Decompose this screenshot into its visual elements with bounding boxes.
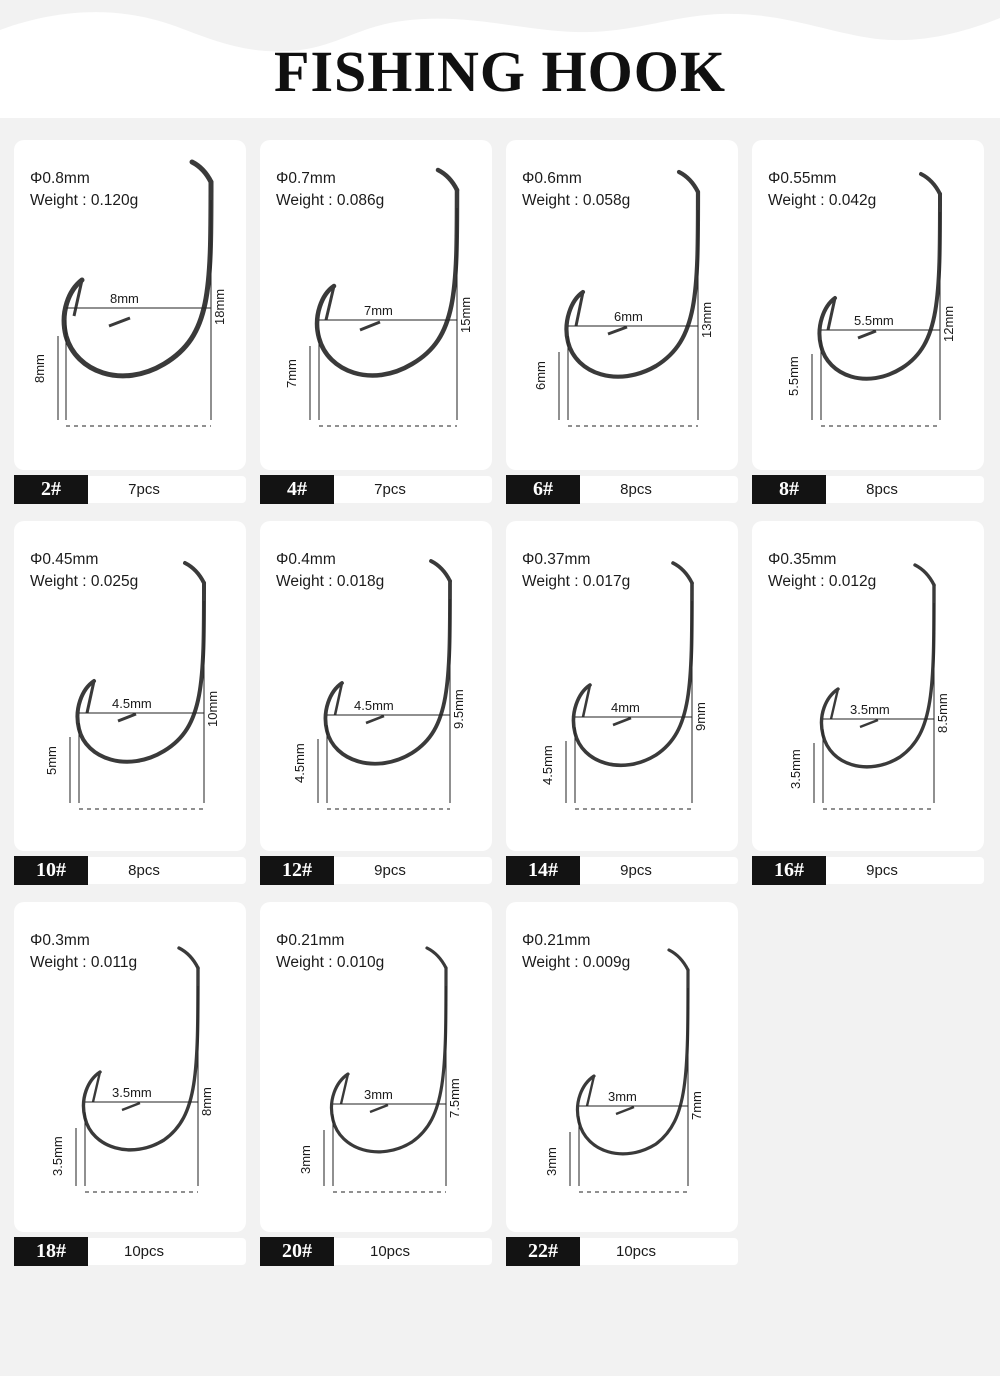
dim-width: 4.5mm xyxy=(354,698,394,713)
hook-card xyxy=(752,140,984,503)
hook-card-footer xyxy=(752,476,984,503)
dim-width: 4.5mm xyxy=(112,696,152,711)
hook-card-body xyxy=(506,902,738,1232)
hook-spec-weight: Weight : 0.012g xyxy=(768,573,877,590)
hook-spec-weight: Weight : 0.058g xyxy=(522,192,631,209)
hook-card-footer xyxy=(752,857,984,884)
hook-card-footer xyxy=(14,1238,246,1265)
dim-width: 3.5mm xyxy=(112,1085,152,1100)
hook-card-body xyxy=(14,902,246,1232)
hook-diagram xyxy=(14,902,246,1232)
hook-card-grid xyxy=(0,118,1000,1265)
hook-card xyxy=(506,902,738,1265)
dim-width: 5.5mm xyxy=(854,313,894,328)
hook-spec-weight: Weight : 0.011g xyxy=(30,954,138,971)
hook-spec-diameter: Φ0.8mm xyxy=(30,170,90,187)
hook-spec-weight: Weight : 0.009g xyxy=(522,954,631,971)
page-header xyxy=(0,0,1000,118)
dim-height: 13mm xyxy=(699,301,714,338)
hook-spec-weight: Weight : 0.025g xyxy=(30,573,139,590)
dim-height: 9.5mm xyxy=(451,689,466,729)
hook-card-body xyxy=(260,902,492,1232)
hook-pcs-count: 7pcs xyxy=(128,481,160,498)
hook-card-body xyxy=(260,521,492,851)
hook-spec-diameter: Φ0.7mm xyxy=(276,170,336,187)
hook-size-badge: 4# xyxy=(260,475,334,504)
hook-card-body xyxy=(260,140,492,470)
hook-spec-diameter: Φ0.21mm xyxy=(276,932,345,949)
hook-diagram xyxy=(260,902,492,1232)
hook-spec-weight: Weight : 0.010g xyxy=(276,954,385,971)
dim-width: 3mm xyxy=(364,1087,393,1102)
hook-spec-diameter: Φ0.3mm xyxy=(30,932,90,949)
dim-width: 8mm xyxy=(110,291,139,306)
dim-height: 7.5mm xyxy=(447,1078,462,1118)
hook-diagram xyxy=(506,140,738,470)
hook-card-body xyxy=(752,140,984,470)
hook-diagram xyxy=(14,140,246,470)
hook-pcs-count: 8pcs xyxy=(128,862,160,879)
hook-card-footer xyxy=(506,857,738,884)
hook-card-body xyxy=(506,521,738,851)
hook-size-badge: 6# xyxy=(506,475,580,504)
hook-spec-diameter: Φ0.21mm xyxy=(522,932,591,949)
hook-card-body xyxy=(506,140,738,470)
dim-height: 18mm xyxy=(212,288,227,325)
hook-size-badge: 10# xyxy=(14,856,88,885)
hook-spec-diameter: Φ0.6mm xyxy=(522,170,582,187)
dim-width: 6mm xyxy=(614,309,643,324)
hook-size-badge: 2# xyxy=(14,475,88,504)
hook-spec-diameter: Φ0.55mm xyxy=(768,170,837,187)
hook-spec-weight: Weight : 0.120g xyxy=(30,192,139,209)
hook-card-body xyxy=(14,521,246,851)
dim-height: 15mm xyxy=(458,296,473,333)
hook-card-body xyxy=(14,140,246,470)
dim-height: 12mm xyxy=(941,305,956,342)
hook-size-badge: 20# xyxy=(260,1237,334,1266)
hook-size-badge: 22# xyxy=(506,1237,580,1266)
hook-card xyxy=(752,521,984,884)
dim-gap: 8mm xyxy=(32,354,47,383)
dim-height: 9mm xyxy=(693,702,708,731)
hook-size-badge: 14# xyxy=(506,856,580,885)
hook-size-badge: 12# xyxy=(260,856,334,885)
hook-card xyxy=(506,140,738,503)
dim-gap: 3mm xyxy=(298,1145,313,1174)
hook-pcs-count: 10pcs xyxy=(615,1243,657,1260)
dim-gap: 5.5mm xyxy=(786,356,801,396)
hook-card-footer xyxy=(260,857,492,884)
hook-spec-weight: Weight : 0.042g xyxy=(768,192,877,209)
dim-width: 7mm xyxy=(364,303,393,318)
hook-card-footer xyxy=(14,857,246,884)
dim-width: 3.5mm xyxy=(850,702,890,717)
hook-card-footer xyxy=(506,476,738,503)
hook-pcs-count: 10pcs xyxy=(369,1243,411,1260)
hook-pcs-count: 9pcs xyxy=(374,862,406,879)
hook-card-footer xyxy=(260,1238,492,1265)
hook-card xyxy=(260,140,492,503)
hook-diagram xyxy=(14,521,246,851)
dim-height: 10mm xyxy=(205,690,220,727)
dim-width: 3mm xyxy=(608,1089,637,1104)
hook-diagram xyxy=(260,521,492,851)
hook-card-footer xyxy=(260,476,492,503)
hook-card-body xyxy=(752,521,984,851)
hook-spec-weight: Weight : 0.017g xyxy=(522,573,631,590)
hook-pcs-count: 8pcs xyxy=(866,481,898,498)
dim-gap: 3.5mm xyxy=(788,749,803,789)
hook-size-badge: 16# xyxy=(752,856,826,885)
hook-card xyxy=(14,902,246,1265)
hook-diagram xyxy=(752,521,984,851)
hook-diagram xyxy=(506,902,738,1232)
hook-card xyxy=(260,902,492,1265)
hook-card-footer xyxy=(14,476,246,503)
hook-spec-diameter: Φ0.35mm xyxy=(768,551,837,568)
hook-pcs-count: 9pcs xyxy=(620,862,652,879)
dim-gap: 4.5mm xyxy=(292,743,307,783)
dim-gap: 3.5mm xyxy=(50,1136,65,1176)
dim-gap: 6mm xyxy=(533,361,548,390)
hook-spec-diameter: Φ0.4mm xyxy=(276,551,336,568)
hook-card-footer xyxy=(506,1238,738,1265)
dim-gap: 4.5mm xyxy=(540,745,555,785)
hook-spec-diameter: Φ0.37mm xyxy=(522,551,591,568)
dim-gap: 7mm xyxy=(284,359,299,388)
hook-card xyxy=(260,521,492,884)
dim-gap: 5mm xyxy=(44,746,59,775)
hook-card xyxy=(506,521,738,884)
dim-gap: 3mm xyxy=(544,1147,559,1176)
page-title: FISHING HOOK xyxy=(274,39,726,104)
hook-size-badge: 18# xyxy=(14,1237,88,1266)
hook-card xyxy=(14,140,246,503)
hook-diagram xyxy=(752,140,984,470)
hook-spec-weight: Weight : 0.086g xyxy=(276,192,385,209)
hook-pcs-count: 8pcs xyxy=(620,481,652,498)
hook-spec-diameter: Φ0.45mm xyxy=(30,551,99,568)
hook-pcs-count: 9pcs xyxy=(866,862,898,879)
dim-width: 4mm xyxy=(611,700,640,715)
hook-card xyxy=(14,521,246,884)
dim-height: 8mm xyxy=(199,1087,214,1116)
hook-diagram xyxy=(506,521,738,851)
hook-spec-weight: Weight : 0.018g xyxy=(276,573,385,590)
hook-size-badge: 8# xyxy=(752,475,826,504)
hook-pcs-count: 10pcs xyxy=(123,1243,165,1260)
hook-diagram xyxy=(260,140,492,470)
dim-height: 8.5mm xyxy=(935,693,950,733)
dim-height: 7mm xyxy=(689,1091,704,1120)
hook-pcs-count: 7pcs xyxy=(374,481,406,498)
